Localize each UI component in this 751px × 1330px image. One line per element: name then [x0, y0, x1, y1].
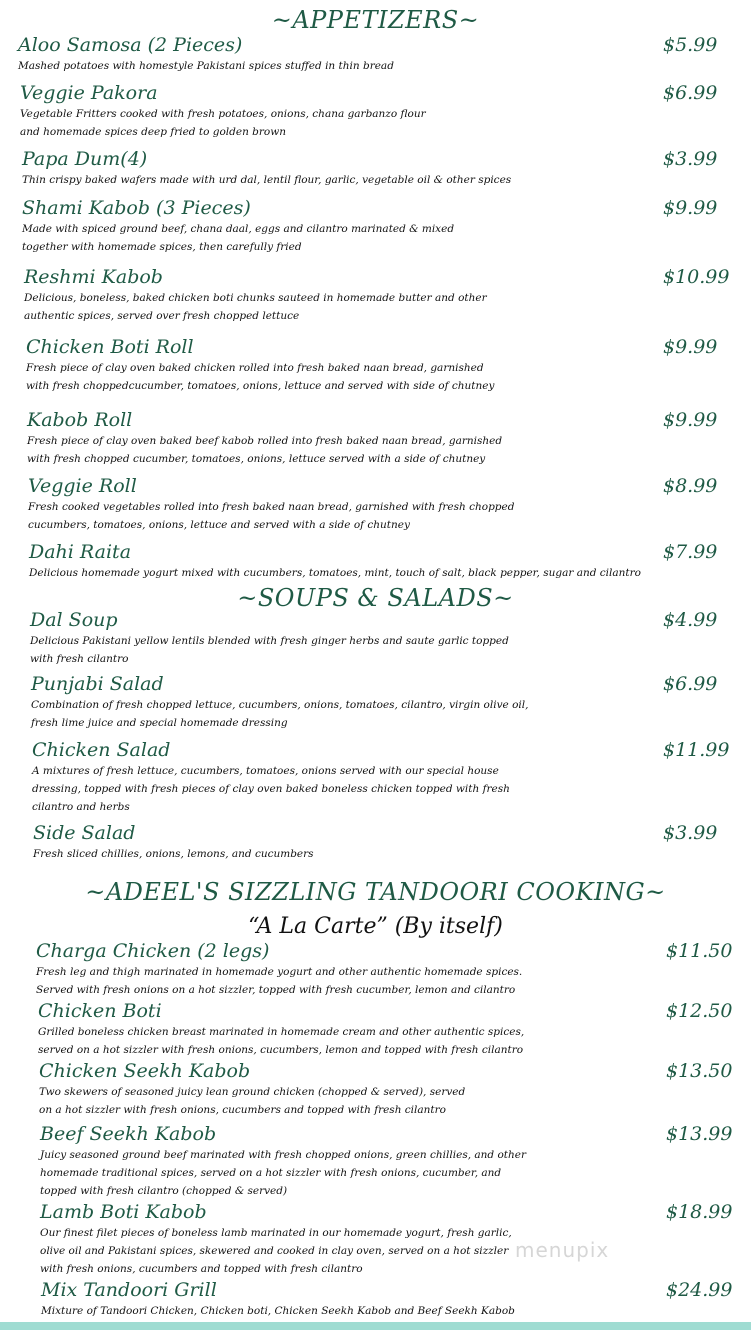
menu-item-description-line: olive oil and Pakistani spices, skewered and cooked in clay oven, served on a hot sizzler [40, 1245, 509, 1257]
menu-item-description-line: Fresh piece of clay oven baked beef kabob rolled into fresh baked naan bread, garnished [27, 435, 503, 447]
menu-item-description-line: Grilled boneless chicken breast marinated in homemade cream and other authentic spices, [38, 1026, 525, 1038]
menu-item-name: Mix Tandoori Grill [41, 1279, 217, 1301]
section-heading-soups-salads: ~SOUPS & SALADS~ [237, 584, 514, 612]
menu-item-description-line: Juicy seasoned ground beef marinated with fresh chopped onions, green chillies, and other [40, 1149, 526, 1161]
menu-item-description-line: and homemade spices deep fried to golden brown [20, 126, 286, 138]
menu-item-description-line: cucumbers, tomatoes, onions, lettuce and served with a side of chutney [28, 519, 410, 531]
menu-item-price: $6.99 [663, 82, 718, 104]
menu-item-description-line: Mixture of Tandoori Chicken, Chicken boti, Chicken Seekh Kabob and Beef Seekh Kabob [41, 1305, 515, 1317]
menu-item-description [28, 498, 628, 534]
menu-item-description [38, 1023, 638, 1059]
menu-item-price: $5.99 [663, 34, 718, 56]
menu-item-description-line: Made with spiced ground beef, chana daal, eggs and cilantro marinated & mixed [22, 223, 455, 235]
menu-item-name: Dal Soup [30, 609, 118, 631]
menu-item-description-line: Our finest filet pieces of boneless lamb marinated in our homemade yogurt, fresh garlic, [40, 1227, 512, 1239]
menu-item-name: Punjabi Salad [31, 673, 164, 695]
menu-item-price: $6.99 [663, 673, 718, 695]
menu-item-name: Chicken Boti Roll [26, 336, 194, 358]
menu-item-price: $13.50 [666, 1060, 733, 1082]
menu-item-description-line: Served with fresh onions on a hot sizzler, topped with fresh cucumber, lemon and cilantro [36, 984, 516, 996]
menu-item-name: Aloo Samosa (2 Pieces) [18, 34, 243, 56]
menu-item-description [41, 1302, 641, 1320]
menu-item-description [30, 632, 630, 668]
menu-item-name: Chicken Boti [38, 1000, 162, 1022]
menu-item-description-line: Two skewers of seasoned juicy lean ground chicken (chopped & served), served [39, 1086, 466, 1098]
menu-item-description [18, 57, 618, 75]
section-subheading-a-la-carte: “A La Carte” (By itself) [248, 914, 503, 939]
menu-item-description-line: Delicious homemade yogurt mixed with cucumbers, tomatoes, mint, touch of salt, black pepper, sugar and cilantro [29, 567, 641, 579]
menu-item-name: Lamb Boti Kabob [40, 1201, 207, 1223]
menu-item-description-line: served on a hot sizzler with fresh onions, cucumbers, lemon and topped with fresh cilantro [38, 1044, 524, 1056]
menu-item-description-line: with fresh onions, cucumbers and topped with fresh cilantro [40, 1263, 363, 1275]
menu-item-name: Reshmi Kabob [24, 266, 163, 288]
menu-item-description-line: Thin crispy baked wafers made with urd dal, lentil flour, garlic, vegetable oil & other spices [22, 174, 512, 186]
menu-item-name: Shami Kabob (3 Pieces) [22, 197, 251, 219]
menu-item-price: $3.99 [663, 148, 718, 170]
menu-item-description [32, 762, 632, 816]
menu-item-price: $3.99 [663, 822, 718, 844]
menu-item-price: $10.99 [663, 266, 730, 288]
menu-item-description [26, 359, 626, 395]
menu-item-description [39, 1083, 639, 1119]
menu-item-price: $9.99 [663, 197, 718, 219]
section-heading-tandoori: ~ADEEL'S SIZZLING TANDOORI COOKING~ [85, 878, 666, 906]
menu-item-description [36, 963, 636, 999]
menu-item-description-line: cilantro and herbs [32, 801, 130, 813]
menu-item-name: Chicken Salad [32, 739, 171, 761]
menu-item-description-line: Fresh cooked vegetables rolled into fresh baked naan bread, garnished with fresh chopped [28, 501, 515, 513]
menu-item-description-line: with fresh cilantro [30, 653, 129, 665]
menu-item-description-line: together with homemade spices, then carefully fried [22, 241, 302, 253]
menu-item-description [29, 564, 641, 582]
menu-item-description [31, 696, 631, 732]
menu-item-description-line: on a hot sizzler with fresh onions, cucumbers and topped with fresh cilantro [39, 1104, 446, 1116]
menu-item-name: Charga Chicken (2 legs) [36, 940, 270, 962]
menu-item-description-line: Vegetable Fritters cooked with fresh potatoes, onions, chana garbanzo flour [20, 108, 426, 120]
menu-item-description-line: Combination of fresh chopped lettuce, cucumbers, onions, tomatoes, cilantro, virgin olive oil, [31, 699, 529, 711]
menu-item-description [24, 289, 624, 325]
watermark: menupix [515, 1238, 610, 1262]
menu-item-price: $13.99 [666, 1123, 733, 1145]
menu-item-name: Papa Dum(4) [22, 148, 148, 170]
menu-item-name: Beef Seekh Kabob [40, 1123, 217, 1145]
menu-item-description-line: homemade traditional spices, served on a hot sizzler with fresh onions, cucumber, and [40, 1167, 502, 1179]
menu-item-description-line: Fresh piece of clay oven baked chicken rolled into fresh baked naan bread, garnished [26, 362, 484, 374]
menu-item-description [27, 432, 627, 468]
menu-item-description-line: fresh lime juice and special homemade dressing [31, 717, 288, 729]
menu-item-price: $12.50 [666, 1000, 733, 1022]
menu-item-name: Kabob Roll [27, 409, 133, 431]
menu-item-name: Veggie Pakora [20, 82, 158, 104]
menu-item-price: $4.99 [663, 609, 718, 631]
menu-item-description-line: with fresh chopped cucumber, tomatoes, onions, lettuce served with a side of chutney [27, 453, 486, 465]
menu-item-price: $11.50 [666, 940, 733, 962]
menu-item-description-line: A mixtures of fresh lettuce, cucumbers, tomatoes, onions served with our special house [32, 765, 499, 777]
menu-item-description [40, 1146, 640, 1200]
menu-item-description [22, 171, 622, 189]
menu-item-description [20, 105, 620, 141]
menu-item-price: $11.99 [663, 739, 730, 761]
menu-item-description-line: Fresh sliced chillies, onions, lemons, and cucumbers [33, 848, 314, 860]
menu-item-description-line: Delicious Pakistani yellow lentils blended with fresh ginger herbs and saute garlic topped [30, 635, 509, 647]
section-heading-appetizers: ~APPETIZERS~ [271, 6, 480, 34]
menu-item-description-line: Fresh leg and thigh marinated in homemade yogurt and other authentic homemade spices. [36, 966, 523, 978]
menu-item-description-line: dressing, topped with fresh pieces of clay oven baked boneless chicken topped with fresh [32, 783, 510, 795]
menu-item-name: Side Salad [33, 822, 136, 844]
menu-item-price: $18.99 [666, 1201, 733, 1223]
menu-item-description-line: topped with fresh cilantro (chopped & served) [40, 1185, 288, 1197]
menu-item-name: Dahi Raita [29, 541, 132, 563]
menu-item-description [33, 845, 633, 863]
menu-item-description [22, 220, 622, 256]
menu-item-description-line: with fresh choppedcucumber, tomatoes, onions, lettuce and served with side of chutney [26, 380, 495, 392]
menu-item-name: Chicken Seekh Kabob [39, 1060, 251, 1082]
menu-item-price: $8.99 [663, 475, 718, 497]
bottom-strip [0, 1322, 751, 1330]
menu-item-description-line: Delicious, boneless, baked chicken boti chunks sauteed in homemade butter and other [24, 292, 487, 304]
menu-item-name: Veggie Roll [28, 475, 137, 497]
menu-item-description-line: authentic spices, served over fresh chopped lettuce [24, 310, 300, 322]
menu-item-price: $9.99 [663, 336, 718, 358]
menu-item-price: $9.99 [663, 409, 718, 431]
menu-item-description-line: Mashed potatoes with homestyle Pakistani spices stuffed in thin bread [18, 60, 394, 72]
menu-item-price: $7.99 [663, 541, 718, 563]
menu-item-price: $24.99 [666, 1279, 733, 1301]
